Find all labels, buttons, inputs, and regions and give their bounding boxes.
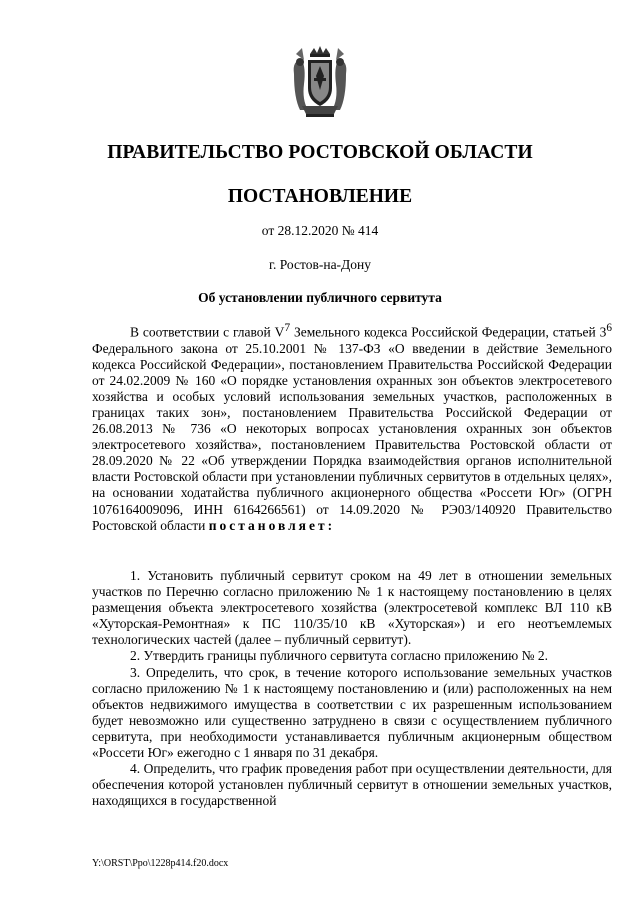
preamble-text-1: В соответствии с главой V [130, 324, 285, 340]
resolution-item: 1. Установить публичный сервитут сроком на 49 лет в отношении земельных участков по Перечню согласно приложению № 1 к настоящему постановлению в целях размещения объекта электросетевого хозяйства (электросетевой комплекс ВЛ 110 кВ «Хуторская-Ремонтная» к ПС 110/35/10 кВ «Хуторская») и его неотъемлемых технологических частей (далее – публичный сервитут). [92, 568, 612, 648]
rostov-oblast-coat-of-arms-icon [288, 44, 352, 120]
preamble-text-2: Земельного кодекса Российской Федерации, статьей 3 [290, 324, 607, 340]
resolves-keyword: постановляет: [208, 517, 336, 533]
document-type: ПОСТАНОВЛЕНИЕ [227, 186, 413, 207]
file-path-footer: Y:\ORST\Ppo\1228p414.f20.docx [92, 858, 229, 869]
resolution-item: 4. Определить, что график проведения работ при осуществлении деятельности, для обеспечения которой установлен публичный сервитут в отношении земельных участков, находящихся в государственной [92, 761, 612, 809]
resolution-item: 3. Определить, что срок, в течение которого использование земельных участков согласно приложению № 1 к настоящему постановлению и (или) расположенных на нем объектов недвижимого имущества в соответствии с их разрешенным использованием будет невозможно или существенно затруднено в связи с осуществлением публичного сервитута, при необходимости устанавливается публичным акционерным обществом «Россети Юг» ежегодно с 1 января по 31 декабря. [92, 664, 612, 761]
organization-title: ПРАВИТЕЛЬСТВО РОСТОВСКОЙ ОБЛАСТИ [107, 142, 533, 163]
preamble-paragraph [92, 320, 612, 534]
resolution-item: 2. Утвердить границы публичного сервитута согласно приложению № 2. [130, 648, 548, 664]
preamble-text-3: Федерального закона от 25.10.2001 № 137-ФЗ «О введении в действие Земельного кодекса Российской Федерации», постановлением Правительства Российской Федерации от 24.02.2009 № 160 «О порядке установления охранных зон объектов электросетевого хозяйства и особых условий использования земельных участков, расположенных в границах таких зон», постановлением Правительства Российской Федерации от 26.08.2013 № 736 «О некоторых вопросах установления охранных зон объектов электросетевого хозяйства», постановлением Правительства Ростовской области от 28.09.2020 № 22 «Об утверждении Порядка взаимодействия органов исполнительной власти Ростовской области при установлении публичных сервитутов в отдельных целях», на основании ходатайства публичного акционерного общества «Россети Юг» (ОГРН 1076164009096, ИНН 6164266561) от 14.09.2020 № РЭ03/140920 Правительство Ростовской области [92, 340, 612, 533]
document-date-number: от 28.12.2020 № 414 [261, 223, 379, 238]
preamble-superscript-1: 7 [284, 322, 291, 334]
preamble [92, 320, 612, 534]
document-city: г. Ростов-на-Дону [268, 257, 371, 272]
resolution-items [92, 568, 612, 809]
preamble-superscript-2: 6 [606, 322, 612, 334]
document-subject: Об установлении публичного сервитута [198, 290, 442, 305]
